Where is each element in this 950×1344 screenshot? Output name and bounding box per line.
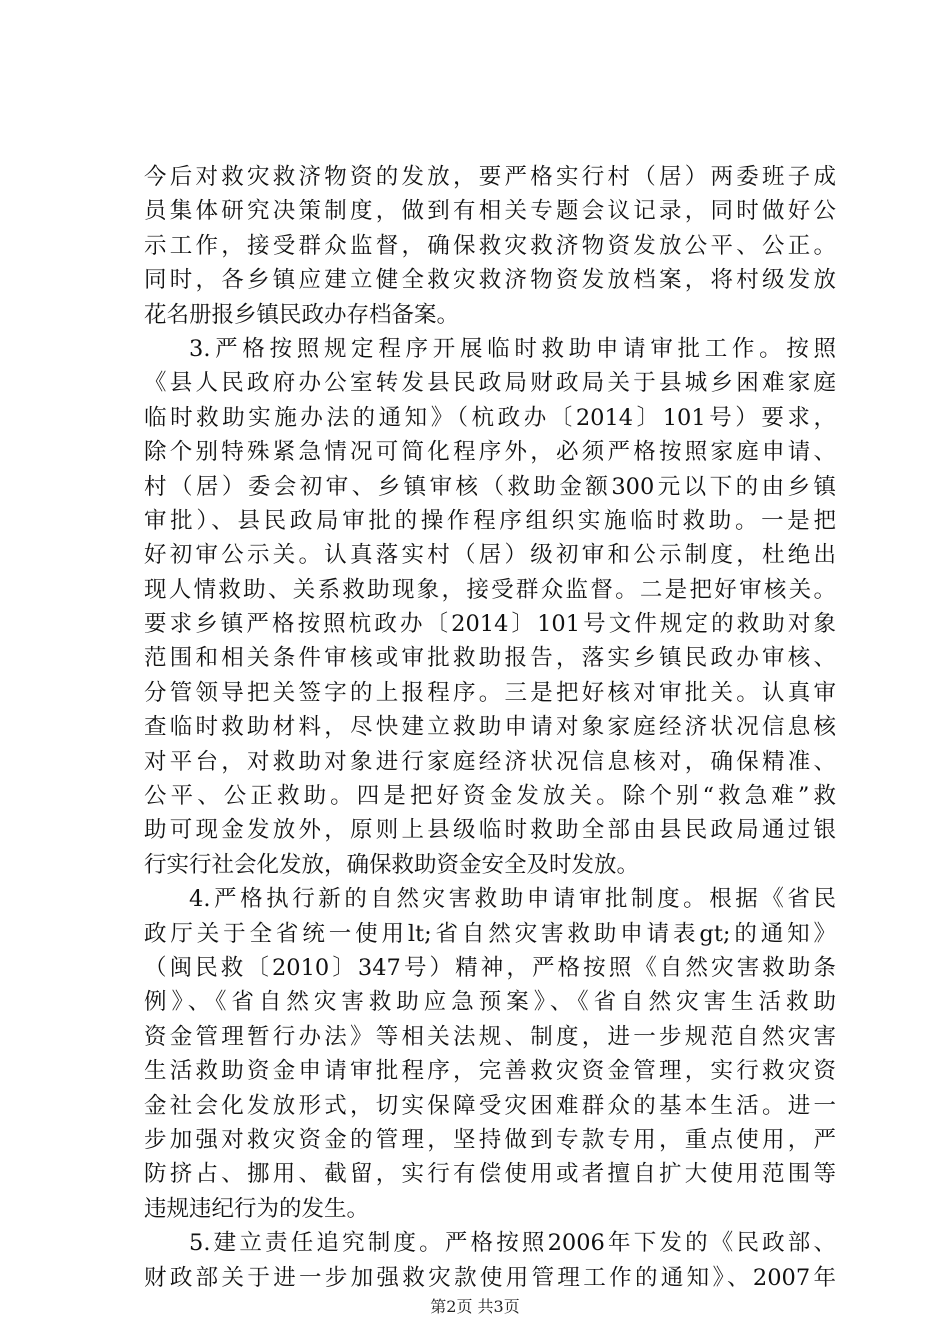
text-line: 生活救助资金申请审批程序，完善救灾资金管理，实行救灾资 bbox=[144, 1058, 836, 1085]
text-line: 要求乡镇严格按照杭政办〔2014〕101号文件规定的救助对象 bbox=[144, 611, 836, 638]
text-line: 临时救助实施办法的通知》（杭政办〔2014〕101号）要求， bbox=[144, 404, 836, 431]
text-line: 对平台，对救助对象进行家庭经济状况信息核对，确保精准、 bbox=[144, 748, 836, 775]
page-footer bbox=[0, 1297, 950, 1317]
text-line: 3.严格按照规定程序开展临时救助申请审批工作。按照 bbox=[189, 335, 836, 362]
text-line: 违规违纪行为的发生。 bbox=[144, 1195, 370, 1222]
text-line: 《县人民政府办公室转发县民政局财政局关于县城乡困难家庭 bbox=[144, 370, 836, 397]
text-line: 金社会化发放形式，切实保障受灾困难群众的基本生活。进一 bbox=[144, 1092, 836, 1119]
text-line: （闽民救〔2010〕347号）精神，严格按照《自然灾害救助条 bbox=[144, 954, 836, 981]
page-number: 第2页 共3页 bbox=[430, 1297, 520, 1316]
text-line: 审批）、县民政局审批的操作程序组织实施临时救助。一是把 bbox=[144, 507, 836, 534]
text-line: 分管领导把关签字的上报程序。三是把好核对审批关。认真审 bbox=[144, 679, 836, 706]
text-line: 现人情救助、关系救助现象，接受群众监督。二是把好审核关。 bbox=[144, 576, 836, 603]
text-line: 资金管理暂行办法》等相关法规、制度，进一步规范自然灾害 bbox=[144, 1023, 836, 1050]
text-line: 例》、《省自然灾害救助应急预案》、《省自然灾害生活救助 bbox=[144, 989, 836, 1016]
text-line: 除个别特殊紧急情况可简化程序外，必须严格按照家庭申请、 bbox=[144, 439, 836, 466]
text-line: 行实行社会化发放，确保救助资金安全及时发放。 bbox=[144, 851, 640, 878]
document-body bbox=[144, 160, 836, 1295]
text-line: 财政部关于进一步加强救灾款使用管理工作的通知》、2007年 bbox=[144, 1264, 836, 1291]
text-line: 同时，各乡镇应建立健全救灾救济物资发放档案，将村级发放 bbox=[144, 267, 836, 294]
text-line: 政厅关于全省统一使用lt;省自然灾害救助申请表gt;的通知》 bbox=[144, 920, 836, 947]
text-line: 步加强对救灾资金的管理，坚持做到专款专用，重点使用，严 bbox=[144, 1126, 836, 1153]
text-line: 公平、公正救助。四是把好资金发放关。除个别“救急难”救 bbox=[144, 783, 836, 810]
text-line: 4.严格执行新的自然灾害救助申请审批制度。根据《省民 bbox=[189, 886, 836, 913]
text-line: 5.建立责任追究制度。严格按照2006年下发的《民政部、 bbox=[189, 1230, 836, 1257]
text-line: 好初审公示关。认真落实村（居）级初审和公示制度，杜绝出 bbox=[144, 542, 836, 569]
text-line: 花名册报乡镇民政办存档备案。 bbox=[144, 301, 460, 328]
text-line: 防挤占、挪用、截留，实行有偿使用或者擅自扩大使用范围等 bbox=[144, 1161, 836, 1188]
text-line: 范围和相关条件审核或审批救助报告，落实乡镇民政办审核、 bbox=[144, 645, 836, 672]
text-line: 示工作，接受群众监督，确保救灾救济物资发放公平、公正。 bbox=[144, 232, 836, 259]
text-line: 村（居）委会初审、乡镇审核（救助金额300元以下的由乡镇 bbox=[144, 473, 836, 500]
text-line: 查临时救助材料，尽快建立救助申请对象家庭经济状况信息核 bbox=[144, 714, 836, 741]
text-line: 今后对救灾救济物资的发放，要严格实行村（居）两委班子成 bbox=[144, 164, 836, 190]
text-line: 员集体研究决策制度，做到有相关专题会议记录，同时做好公 bbox=[144, 198, 836, 225]
text-line: 助可现金发放外，原则上县级临时救助全部由县民政局通过银 bbox=[144, 817, 836, 844]
